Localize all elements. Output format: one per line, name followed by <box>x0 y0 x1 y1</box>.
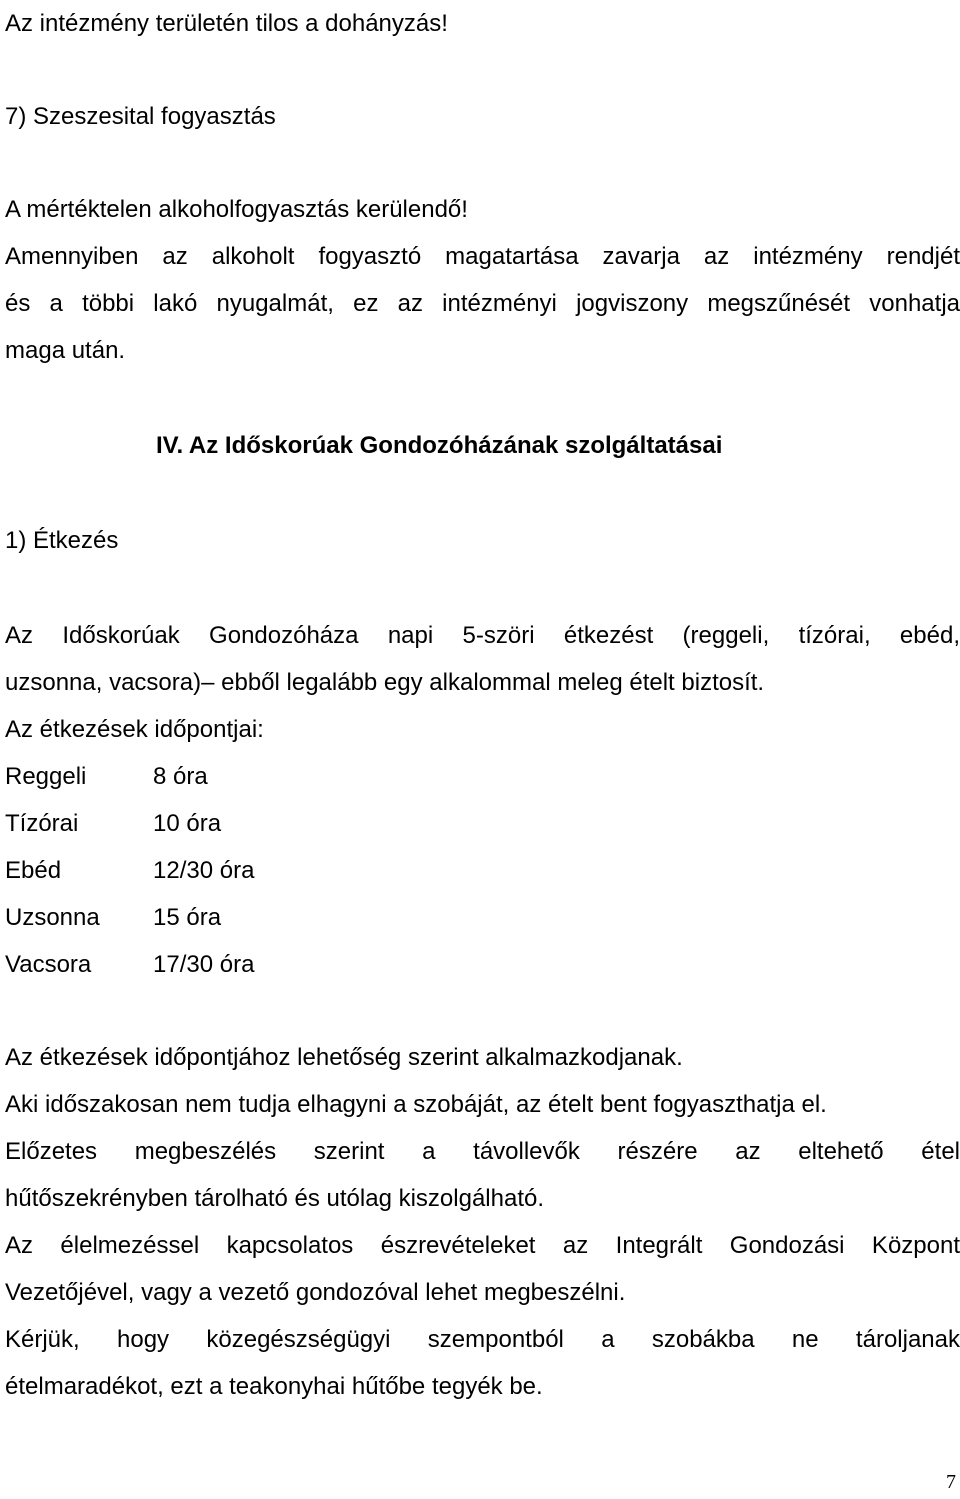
meal-name: Vacsora <box>5 951 92 978</box>
meal-row <box>5 941 960 988</box>
meal-name: Uzsonna <box>5 904 100 931</box>
feedback-line-1: Az élelmezéssel kapcsolatos észrevételeket az Integrált Gondozási Központ <box>5 1232 960 1259</box>
alcohol-warning: A mértéktelen alkoholfogyasztás kerülendő! <box>5 196 468 223</box>
stored-food-line-1: Előzetes megbeszélés szerint a távollevők részére az eltehető étel <box>5 1138 960 1165</box>
meal-row <box>5 894 960 941</box>
subsection-1-title: 1) Étkezés <box>5 527 119 554</box>
meal-time: 15 óra <box>153 904 222 931</box>
alcohol-text-line-2: és a többi lakó nyugalmát, ez az intézményi jogviszony megszűnését vonhatja <box>5 290 960 317</box>
stored-food-line-2: hűtőszekrényben tárolható és utólag kiszolgálható. <box>5 1185 545 1212</box>
meal-time: 17/30 óra <box>153 951 255 978</box>
meal-time: 8 óra <box>153 763 208 790</box>
section-7-title: 7) Szeszesital fogyasztás <box>5 103 276 130</box>
meals-intro-line-2: uzsonna, vacsora)– ebből legalább egy alkalommal meleg ételt biztosít. <box>5 669 765 696</box>
alcohol-text-line-3: maga után. <box>5 337 126 364</box>
page-number: 7 <box>946 1471 956 1493</box>
meal-time: 10 óra <box>153 810 222 837</box>
meal-row <box>5 847 960 894</box>
meal-row <box>5 800 960 847</box>
meal-time: 12/30 óra <box>153 857 255 884</box>
document-page <box>5 0 960 1410</box>
in-room-dining-note: Aki időszakosan nem tudja elhagyni a szobáját, az ételt bent fogyaszthatja el. <box>5 1091 827 1118</box>
meal-name: Reggeli <box>5 763 87 790</box>
meal-times-label: Az étkezések időpontjai: <box>5 716 264 743</box>
meal-name: Tízórai <box>5 810 79 837</box>
leftovers-line-2: ételmaradékot, ezt a teakonyhai hűtőbe tegyék be. <box>5 1373 543 1400</box>
chapter-heading: IV. Az Időskorúak Gondozóházának szolgáltatásai <box>156 432 723 459</box>
meal-row <box>5 753 960 800</box>
feedback-line-2: Vezetőjével, vagy a vezető gondozóval lehet megbeszélni. <box>5 1279 626 1306</box>
smoking-notice: Az intézmény területén tilos a dohányzás! <box>5 10 448 37</box>
meal-name: Ebéd <box>5 857 62 884</box>
meal-timing-note: Az étkezések időpontjához lehetőség szerint alkalmazkodjanak. <box>5 1044 683 1071</box>
alcohol-text-line-1: Amennyiben az alkoholt fogyasztó magatartása zavarja az intézmény rendjét <box>5 243 960 270</box>
leftovers-line-1: Kérjük, hogy közegészségügyi szempontból a szobákba ne tároljanak <box>5 1326 960 1353</box>
meal-schedule <box>5 753 960 988</box>
meals-intro-line-1: Az Időskorúak Gondozóháza napi 5-szöri étkezést (reggeli, tízórai, ebéd, <box>5 622 960 649</box>
